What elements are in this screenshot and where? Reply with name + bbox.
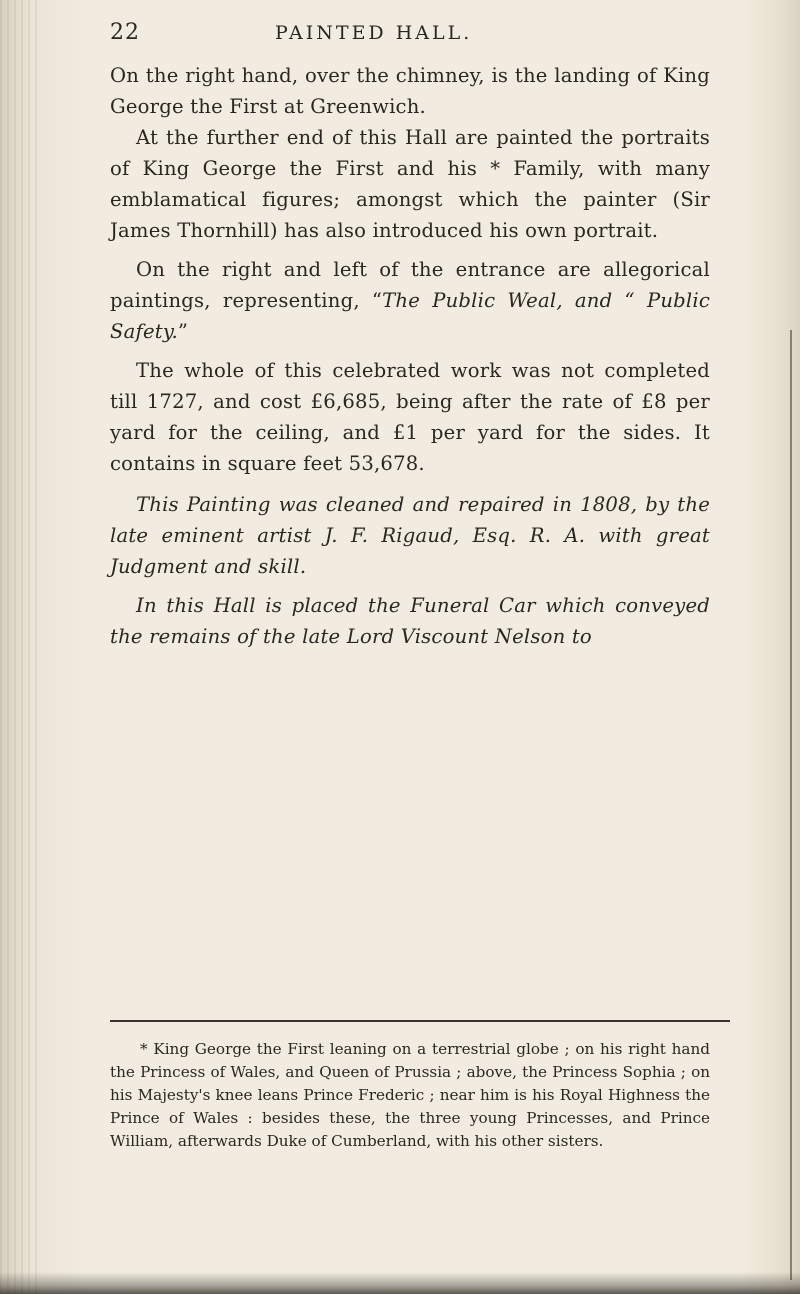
allegorical-intro: On the right and left of the entrance are allegorical paintings, representing, “ [110,258,710,312]
paragraph-allegorical [110,254,710,347]
page-edge-line [790,330,792,1280]
page-bottom-shadow [0,1272,800,1294]
allegorical-titles: The Public Weal, and “ Public Safety. [110,289,710,343]
footnote [110,1038,710,1153]
paragraph-cleaned: This Painting was cleaned and repaired in 1808, by the late eminent artist J. F. Rigaud, Esq. R. A. with great Judgment and skill. [110,493,710,578]
page-header [110,20,710,50]
allegorical-close: ” [177,320,189,343]
running-head: PAINTED HALL. [275,22,473,44]
paragraph-landing: On the right hand, over the chimney, is the landing of King George the First at Greenwich. [110,64,710,118]
footnote-rule [110,1020,730,1022]
paragraph-cost: The whole of this celebrated work was not completed till 1727, and cost £6,685, being after the rate of £8 per yard for the ceiling, and £1 per yard for the sides. It contains in square feet 53,678. [110,359,710,475]
book-spine-shadow [0,0,42,1294]
paragraph-funeral-car: In this Hall is placed the Funeral Car which conveyed the remains of the late Lord Viscount Nelson to [110,594,710,648]
footnote-text: * King George the First leaning on a terrestrial globe ; on his right hand the Princess of Wales, and Queen of Prussia ; above, the Princess Sophia ; on his Majesty's knee leans Prince Frederic ; near him is his Royal Highness the Prince of Wales : besides these, the three young Princesses, and Prince William, afterwards Duke of Cumberland, with his other sisters. [110,1040,710,1150]
page-number: 22 [110,20,140,45]
paragraph-portraits: At the further end of this Hall are painted the portraits of King George the First and his * Family, with many emblamatical figures; amongst which the painter (Sir James Thornhill) has also introduced his own portrait. [110,126,710,242]
body-text [110,60,710,652]
